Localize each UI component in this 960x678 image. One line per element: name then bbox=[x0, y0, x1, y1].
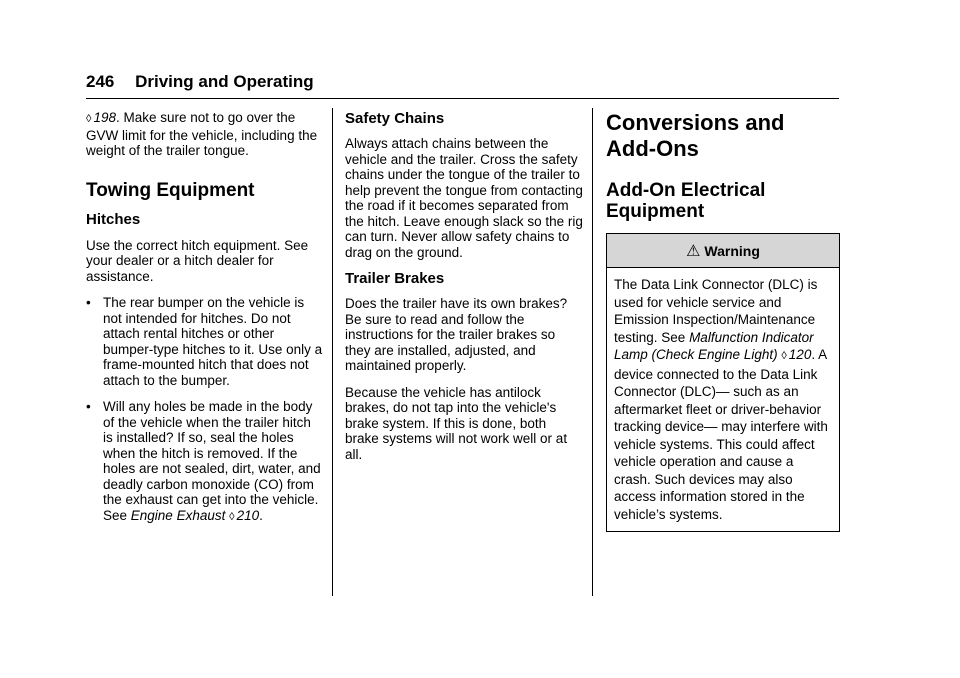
warning-triangle-icon: ⚠ bbox=[686, 242, 701, 260]
list-item: • The rear bumper on the vehicle is not intended for hitches. Do not attach rental hitches or other bumper-type hitches to it. Use only a frame-mounted hitch that does not attach to the bumper. bbox=[86, 295, 323, 388]
hitches-heading: Hitches bbox=[86, 210, 141, 228]
warning-header bbox=[607, 234, 839, 268]
safety-chains-heading: Safety Chains bbox=[345, 110, 445, 127]
safety-chains-paragraph: Always attach chains between the vehicle and the trailer. Cross the safety chains under the tongue of the trailer to help prevent the tongue from contacting the road if it becomes separated from the hitch. Leave enough slack so the rig can turn. Never allow safety chains to drag on the ground. bbox=[345, 136, 583, 260]
page-ref-link[interactable]: 120 bbox=[788, 347, 812, 362]
section-title: Driving and Operating bbox=[135, 72, 314, 91]
page-ref-link[interactable]: 210 bbox=[236, 507, 260, 523]
column-1 bbox=[86, 110, 324, 525]
column-2 bbox=[345, 110, 583, 462]
hitch-bullet-list bbox=[86, 295, 324, 525]
column-3 bbox=[606, 110, 838, 532]
towing-equipment-heading: Towing Equipment bbox=[86, 179, 255, 201]
page-header bbox=[86, 72, 314, 92]
column-divider-2 bbox=[592, 108, 593, 596]
page-ref-link[interactable]: 198 bbox=[93, 110, 116, 125]
bullet-icon: • bbox=[86, 399, 91, 414]
trailer-brakes-heading: Trailer Brakes bbox=[345, 270, 445, 287]
warning-box bbox=[606, 233, 840, 532]
mil-link[interactable]: Malfunction Indicator Lamp (Check Engine Light) bbox=[614, 329, 814, 362]
book-icon: ◊ bbox=[86, 113, 92, 125]
trailer-brakes-paragraph-1: Does the trailer have its own brakes? Be sure to read and follow the instructions for the trailer brakes so they are installed, adjusted, and maintained properly. bbox=[345, 296, 568, 373]
warning-title: Warning bbox=[704, 242, 760, 259]
addon-electrical-heading: Add-On Electrical Equipment bbox=[606, 180, 766, 222]
list-item: • Will any holes be made in the body of the vehicle when the trailer hitch is installed? If so, seal the holes when the hitch is removed. If the holes are not sealed, dirt, water, and deadly carbon monoxide (CO) from the exhaust can get into the vehicle. See Engine Exhaust ◊ 210. bbox=[86, 399, 321, 523]
book-icon: ◊ bbox=[781, 350, 787, 362]
page-number: 246 bbox=[86, 72, 115, 91]
intro-paragraph: ◊ 198. Make sure not to go over the GVW limit for the vehicle, including the weight of the trailer tongue. bbox=[86, 110, 318, 158]
warning-text: The Data Link Connector (DLC) is used for vehicle service and Emission Inspection/Maintenance testing. See Malfunction Indicator Lamp (Check Engine Light) ◊ 120. A device connected to the Data Link Connector (DLC)— such as an aftermarket fleet or driver-behavior tracking device— may interfere with vehicle systems. This could affect vehicle operation and cause a crash. Such devices may also access information stored in the vehicle’s systems. bbox=[614, 277, 828, 522]
header-rule bbox=[86, 98, 839, 99]
trailer-brakes-paragraph-2: Because the vehicle has antilock brakes, do not tap into the vehicle's brake system. If this is done, both brake systems will not work well or at all. bbox=[345, 384, 568, 462]
bullet-icon: • bbox=[86, 295, 91, 310]
engine-exhaust-link[interactable]: Engine Exhaust bbox=[130, 507, 226, 523]
column-divider-1 bbox=[332, 108, 333, 596]
hitches-paragraph: Use the correct hitch equipment. See your dealer or a hitch dealer for assistance. bbox=[86, 237, 309, 284]
conversions-heading: Conversions and Add-Ons bbox=[606, 110, 785, 161]
book-icon: ◊ bbox=[229, 510, 235, 523]
